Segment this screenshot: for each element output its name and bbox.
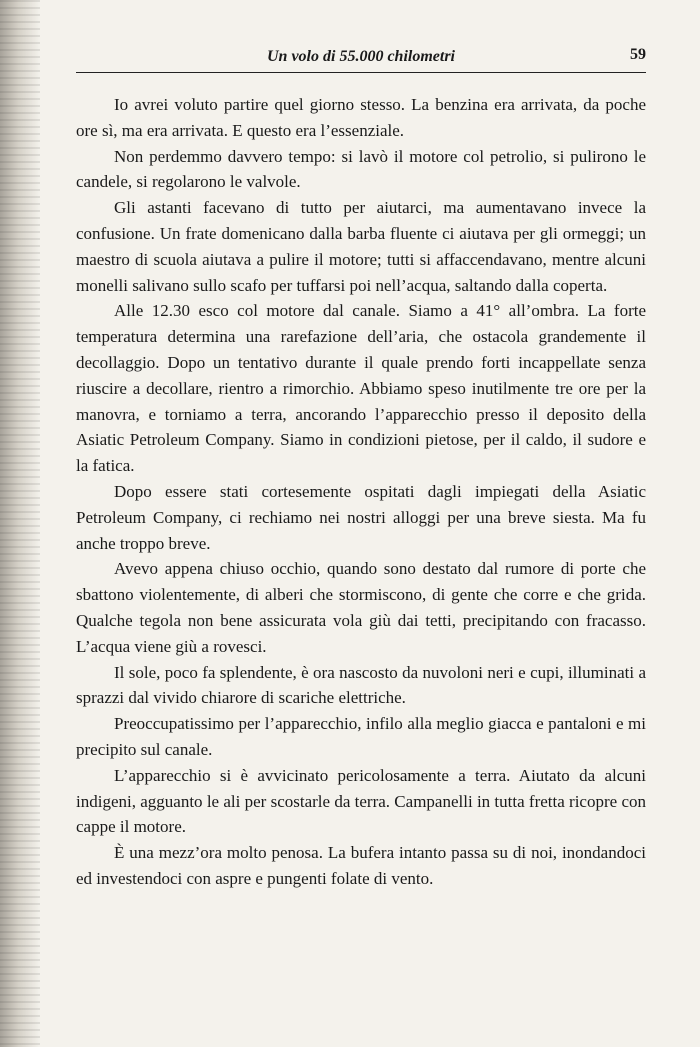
page-header — [76, 40, 646, 80]
paragraph: Io avrei voluto partire quel giorno stesso. La benzina era arrivata, da poche ore sì, ma era arrivata. E questo era l’essenziale. — [76, 95, 646, 140]
page-binding-edge — [0, 0, 40, 1047]
paragraph: Preoccupatissimo per l’apparecchio, infilo alla meglio giacca e pantaloni e mi precipito sul canale. — [76, 714, 646, 759]
paragraph: Avevo appena chiuso occhio, quando sono destato dal rumore di porte che sbattono violentemente, di alberi che stormiscono, di gente che corre e che grida. Qualche tegola non bene assicurata vola giù dai tetti, precipitando con fracasso. L’acqua viene giù a rovesci. — [76, 559, 646, 656]
body-text — [76, 92, 646, 892]
paragraph: Gli astanti facevano di tutto per aiutarci, ma aumentavano invece la confusione. Un frate domenicano dalla barba fluente ci aiutava per gli ormeggi; un maestro di scuola aiutava a pulire il motore; tutti si affaccendavano, mentre alcuni monelli salivano sullo scafo per tuffarsi poi nell’acqua, saltando dalla coperta. — [76, 198, 646, 295]
paragraph: L’apparecchio si è avvicinato pericolosamente a terra. Aiutato da alcuni indigeni, agguanto le ali per scostarle da terra. Campanelli in tutta fretta ricopre con cappe il motore. — [76, 765, 646, 837]
book-page — [76, 40, 646, 1000]
paragraph: Alle 12.30 esco col motore dal canale. Siamo a 41° all’ombra. La forte temperatura determina una rarefazione dell’aria, che ostacola grandemente il decollaggio. Dopo un tentativo durante il quale prendo forti incappellate senza riuscire a decollare, rientro a rimorchio. Abbiamo speso inutilmente tre ore per la manovra, e torniamo a terra, ancorando l’apparecchio presso il deposito della Asiatic Petroleum Company. Siamo in condizioni pietose, per il caldo, il sudore e la fatica. — [76, 301, 646, 476]
page-number: 59 — [630, 46, 646, 63]
running-title: Un volo di 55.000 chilometri — [267, 48, 455, 65]
header-rule — [76, 72, 646, 73]
paragraph: Il sole, poco fa splendente, è ora nascosto da nuvoloni neri e cupi, illuminati a sprazzi dal vivido chiarore di scariche elettriche. — [76, 662, 646, 708]
paragraph: Dopo essere stati cortesemente ospitati dagli impiegati della Asiatic Petroleum Company, ci rechiamo nei nostri alloggi per una breve siesta. Ma fu anche troppo breve. — [76, 481, 646, 553]
paragraph: È una mezz’ora molto penosa. La bufera intanto passa su di noi, inondandoci ed investendoci con aspre e pungenti folate di vento. — [76, 843, 646, 888]
paragraph: Non perdemmo davvero tempo: si lavò il motore col petrolio, si pulirono le candele, si regolarono le valvole. — [76, 146, 646, 192]
